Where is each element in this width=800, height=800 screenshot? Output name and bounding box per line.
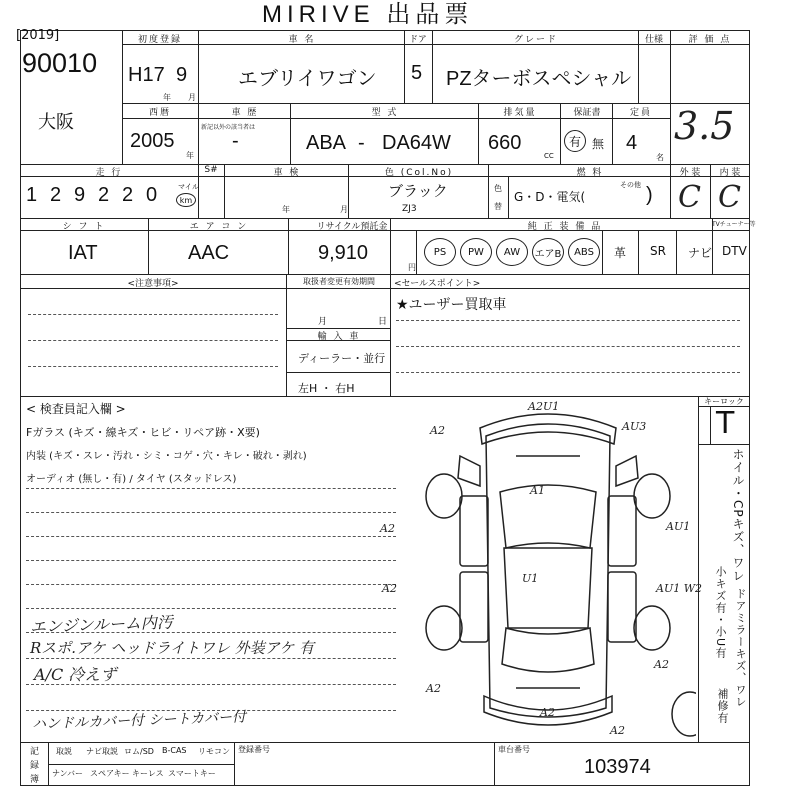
grade: PZターボスペシャル (446, 68, 632, 90)
side-note-3: ドアミラーキズ、ワレ (734, 588, 747, 708)
side-note-4: 補修有 (716, 688, 729, 724)
footer-row-2 (50, 768, 234, 784)
equipment-item: AW (496, 238, 528, 266)
reg-no-label: 登録番号 (238, 745, 270, 754)
equipment-item: PS (424, 238, 456, 266)
mileage-digit: 2 (50, 184, 62, 206)
ac-label: エ ア コ ン (189, 222, 249, 232)
recycle-label: リサイクル預託金 (316, 222, 388, 232)
mileage-digit: 2 (122, 184, 134, 206)
mileage-digit: 1 (26, 184, 38, 206)
footer-item: ロム/SD (124, 747, 154, 756)
spec-label: 仕様 (644, 35, 663, 45)
sw-label: S# (204, 165, 218, 175)
inspector-line2: 内装 (キズ・スレ・汚れ・シミ・コゲ・穴・キレ・破れ・剥れ) (26, 451, 307, 462)
keylock-value: T (716, 406, 735, 441)
color-no: ZJ3 (402, 204, 417, 214)
import-value: ディーラー・並行 (298, 352, 386, 365)
history-value: - (232, 130, 239, 152)
color: ブラック (388, 182, 448, 200)
inspection-year: 年 (282, 205, 290, 214)
capacity: 4 (626, 132, 638, 154)
footer-left-label: 録 (30, 761, 40, 771)
score-overall: 3.5 (674, 104, 735, 148)
damage-mark: A2 (654, 658, 669, 671)
inspection-month: 月 (340, 205, 348, 214)
year-tag: [2019] (16, 28, 60, 43)
mileage-label: 走 行 (95, 168, 123, 178)
grade-label: グレード (513, 35, 558, 45)
fuel-close: ) (646, 184, 653, 206)
model-dash: - (358, 132, 365, 154)
fuel-label: 燃 料 (576, 168, 604, 178)
first-reg-label: 初度登録 (137, 35, 182, 45)
footer-left-label: 簿 (30, 775, 40, 785)
footer-record-labels (26, 744, 46, 786)
lot-number: 90010 (22, 48, 98, 78)
yen-unit: 円 (408, 263, 416, 272)
deadline-label: 取扱者変更有効期間 (303, 277, 375, 286)
model: DA64W (382, 132, 451, 154)
cc-unit: CC (544, 152, 554, 160)
inspector-line1: Fガラス (キズ・線キズ・ヒビ・リペア跡・X要) (26, 426, 260, 439)
handwritten-note-2: Rスポ.アケ ヘッドライトワレ 外装アケ 有 (30, 639, 315, 657)
footer-item: リモコン (198, 747, 230, 756)
era-year: H17 (128, 64, 165, 86)
damage-mark: AU1 W2 (656, 582, 703, 595)
ac: AAC (188, 242, 230, 264)
recycle: 9,910 (318, 242, 369, 264)
equipment-item: ABS (568, 238, 600, 266)
mileage-digit: 2 (98, 184, 110, 206)
frame-label: 車台番号 (498, 745, 530, 754)
warranty-label: 保証書 (573, 108, 601, 118)
fuel-other: その他 (620, 181, 641, 189)
shift: IAT (68, 242, 98, 264)
score-exterior: C (678, 180, 701, 215)
damage-mark: A1 (530, 484, 545, 497)
damage-mark: A2 (430, 424, 445, 437)
import-label: 輸 入 車 (317, 332, 361, 342)
interior-label: 内 装 (719, 168, 741, 178)
damage-mark: A2 (426, 682, 441, 695)
footer-item: ナビ取説 (86, 747, 118, 756)
era-month-suffix: 月 (188, 93, 196, 102)
mileage-digits (26, 184, 186, 210)
equipment-list (420, 234, 750, 272)
model-prefix: ABA (306, 132, 347, 154)
mileage-digit: 9 (74, 184, 86, 206)
keylock-label: キーロック (704, 397, 744, 406)
shift-label: シ フ ト (62, 222, 106, 232)
sales-label: <セールスポイント> (394, 279, 481, 289)
color-sub2: 替 (494, 202, 502, 211)
form-title: MIRIVE 出品票 (262, 1, 474, 28)
frame-number: 103974 (584, 756, 651, 778)
warranty-yes: 有 (564, 130, 586, 152)
displacement-label: 排気量 (503, 108, 537, 118)
color-sub: 色 (494, 184, 502, 193)
car-name-label: 車 名 (288, 35, 316, 45)
tv-label: TVチューナー等 (712, 221, 756, 228)
capacity-label: 定員 (629, 108, 652, 118)
handle-side: 左H ・ 右H (298, 382, 355, 395)
color-label: 色 (Col.No) (384, 168, 454, 178)
side-note-1: ホイル・CPキズ、ワレ (731, 448, 745, 583)
era-month: 9 (176, 64, 188, 86)
displacement: 660 (488, 132, 522, 154)
equipment-item: SR (650, 244, 666, 258)
equipment-item: PW (460, 238, 492, 266)
inspector-label: < 検査員記入欄 > (26, 402, 126, 416)
footer-left-label: 記 (30, 747, 40, 757)
handwritten-note-3: A/C 冷えず (34, 665, 117, 684)
fuel: G・D・電気( (514, 190, 586, 204)
damage-mark: A2U1 (528, 400, 560, 413)
history-sub: 新記以外の該当者は (201, 124, 256, 131)
footer-item: スマートキー (168, 769, 216, 778)
damage-mark: AU3 (622, 420, 647, 433)
car-name: エブリイワゴン (238, 68, 377, 90)
damage-mark: AU1 (666, 520, 691, 533)
doors-label: ドア (409, 35, 427, 45)
handwritten-note-1: エンジンルーム内汚 (29, 612, 174, 637)
region: 大阪 (38, 112, 74, 133)
damage-mark: A2 (380, 522, 395, 535)
equipment-item: エアB (532, 238, 564, 266)
western-label: 西暦 (148, 108, 171, 118)
mileage-digit: 0 (146, 184, 158, 206)
damage-marks (380, 396, 703, 742)
footer-item: ナンバー (52, 769, 84, 778)
footer-item: B-CAS (162, 746, 187, 755)
inspection-label: 車 検 (273, 168, 301, 178)
western-year-suffix: 年 (186, 151, 194, 160)
equipment-item: 革 (614, 246, 627, 260)
model-label: 型 式 (371, 108, 399, 118)
handwritten-note-4: ハンドルカバー付 シートカバー付 (31, 709, 247, 733)
equip-label: 純 正 装 備 品 (527, 222, 603, 232)
damage-mark: A2 (382, 582, 397, 595)
score-label: 評 価 点 (688, 35, 732, 45)
notes-label: <注意事項> (127, 279, 179, 289)
footer-item: キーレス (132, 769, 164, 778)
western-year: 2005 (130, 130, 175, 152)
deadline-day: 日 (378, 317, 388, 327)
equipment-item: DTV (722, 244, 747, 258)
score-interior: C (718, 180, 741, 215)
sales-point: ★ユーザー買取車 (396, 297, 507, 313)
era-year-suffix: 年 (163, 93, 171, 102)
damage-mark: U1 (522, 572, 539, 585)
footer-row-1 (50, 746, 234, 762)
footer-item: スペアキー (90, 769, 130, 778)
side-note-2: 小キズ有・小U有 (714, 566, 727, 660)
doors: 5 (411, 62, 423, 84)
damage-mark: A2 (610, 724, 625, 737)
footer-item: 取説 (56, 747, 72, 756)
exterior-label: 外 装 (679, 168, 701, 178)
inspector-line3: オーディオ (無し・有) / タイヤ (スタッドレス) (26, 474, 237, 485)
damage-mark: A2 (540, 706, 555, 719)
equipment-item: ナビ (688, 246, 713, 260)
history-label: 車 歴 (231, 108, 259, 118)
capacity-unit: 名 (656, 153, 664, 162)
mileage-unit-km: km (176, 193, 196, 207)
mileage-unit-mile: マイル (178, 183, 199, 191)
deadline-month: 月 (318, 317, 328, 327)
warranty-no: 無 (592, 137, 605, 151)
